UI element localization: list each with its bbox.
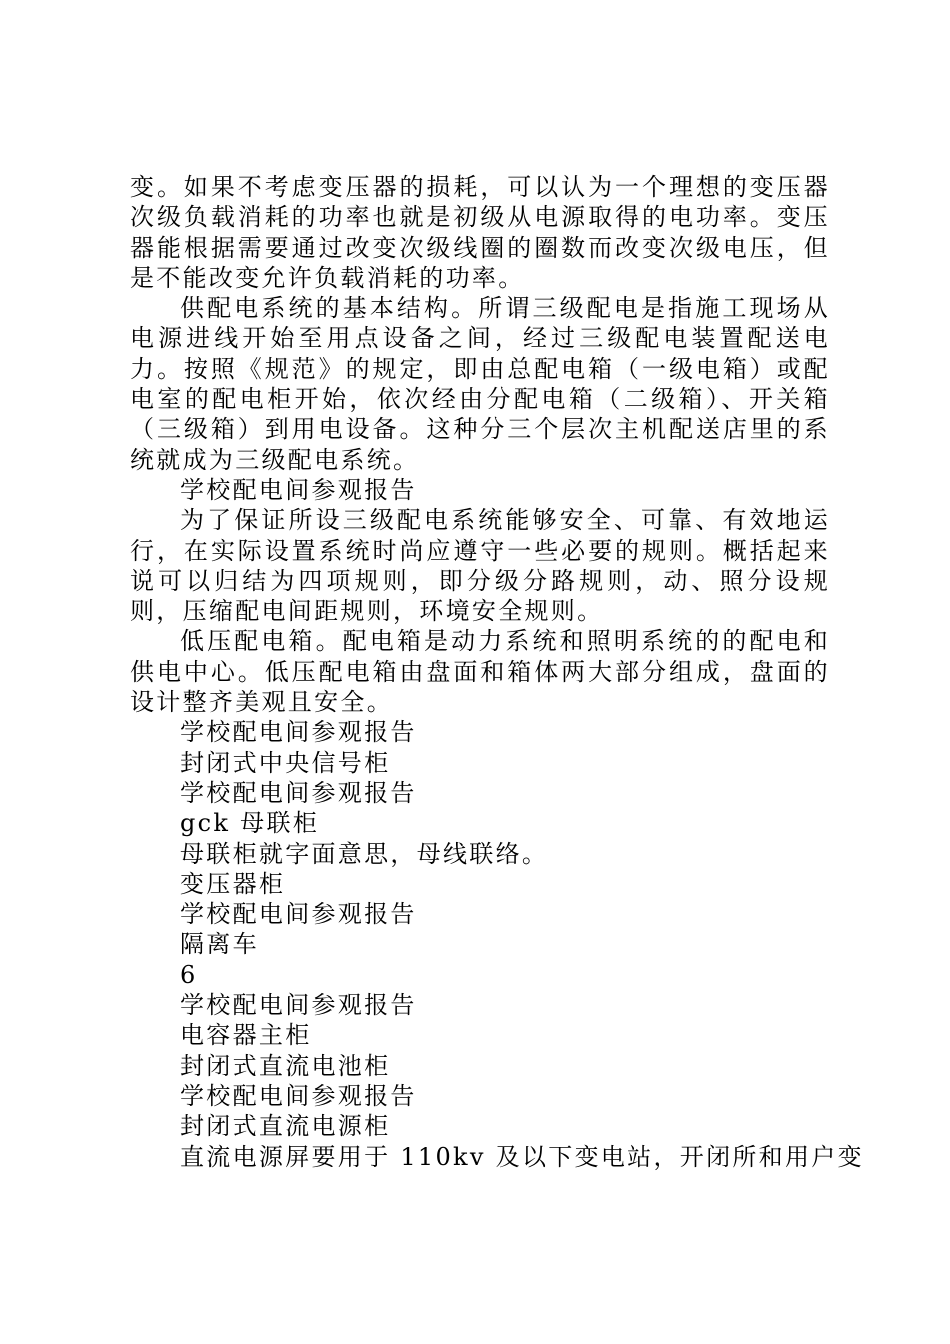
text-line: 学校配电间参观报告 bbox=[180, 718, 417, 747]
text-line: 学校配电间参观报告 bbox=[180, 778, 417, 807]
paragraph: 为了保证所设三级配电系统能够安全、可靠、有效地运行，在实际设置系统时尚应遵守一些必要的规则。概括起来说可以归结为四项规则，即分级分路规则，动、照分设规则，压缩配电间距规则，环境安全规则。 bbox=[130, 506, 830, 626]
text-line: 母联柜就字面意思，母线联络。 bbox=[180, 839, 549, 868]
paragraph: 低压配电箱。配电箱是动力系统和照明系统的的配电和供电中心。低压配电箱由盘面和箱体两大部分组成，盘面的设计整齐美观且安全。 bbox=[130, 627, 830, 717]
text-line: 直流电源屏要用于 110kv 及以下变电站，开闭所和用户变 bbox=[180, 1142, 864, 1171]
text-line: 封闭式直流电池柜 bbox=[180, 1051, 391, 1080]
text-line: 学校配电间参观报告 bbox=[180, 1081, 417, 1110]
text-line: 封闭式中央信号柜 bbox=[180, 748, 391, 777]
text-line: 封闭式直流电源柜 bbox=[180, 1112, 391, 1141]
text-line: 学校配电间参观报告 bbox=[180, 991, 417, 1020]
text-line: 隔离车 bbox=[180, 930, 259, 959]
paragraph: 供配电系统的基本结构。所谓三级配电是指施工现场从电源进线开始至用点设备之间，经过三级配电装置配送电力。按照《规范》的规定，即由总配电箱（一级电箱）或配电室的配电柜开始，依次经由分配电箱（二级箱）、开关箱（三级箱）到用电设备。这种分三个层次主机配送店里的系统就成为三级配电系统。 bbox=[130, 294, 830, 474]
document-body bbox=[130, 172, 864, 1172]
text-line: 变压器柜 bbox=[180, 869, 286, 898]
page-number-text: 6 bbox=[180, 960, 198, 989]
text-line: 学校配电间参观报告 bbox=[180, 475, 417, 504]
text-line: 电容器主柜 bbox=[180, 1021, 312, 1050]
text-line: 学校配电间参观报告 bbox=[180, 900, 417, 929]
text-line: gck 母联柜 bbox=[180, 809, 320, 838]
paragraph: 变。如果不考虑变压器的损耗，可以认为一个理想的变压器次级负载消耗的功率也就是初级从电源取得的电功率。变压器能根据需要通过改变次级线圈的圈数而改变次级电压，但是不能改变允许负载消耗的功率。 bbox=[130, 173, 830, 292]
